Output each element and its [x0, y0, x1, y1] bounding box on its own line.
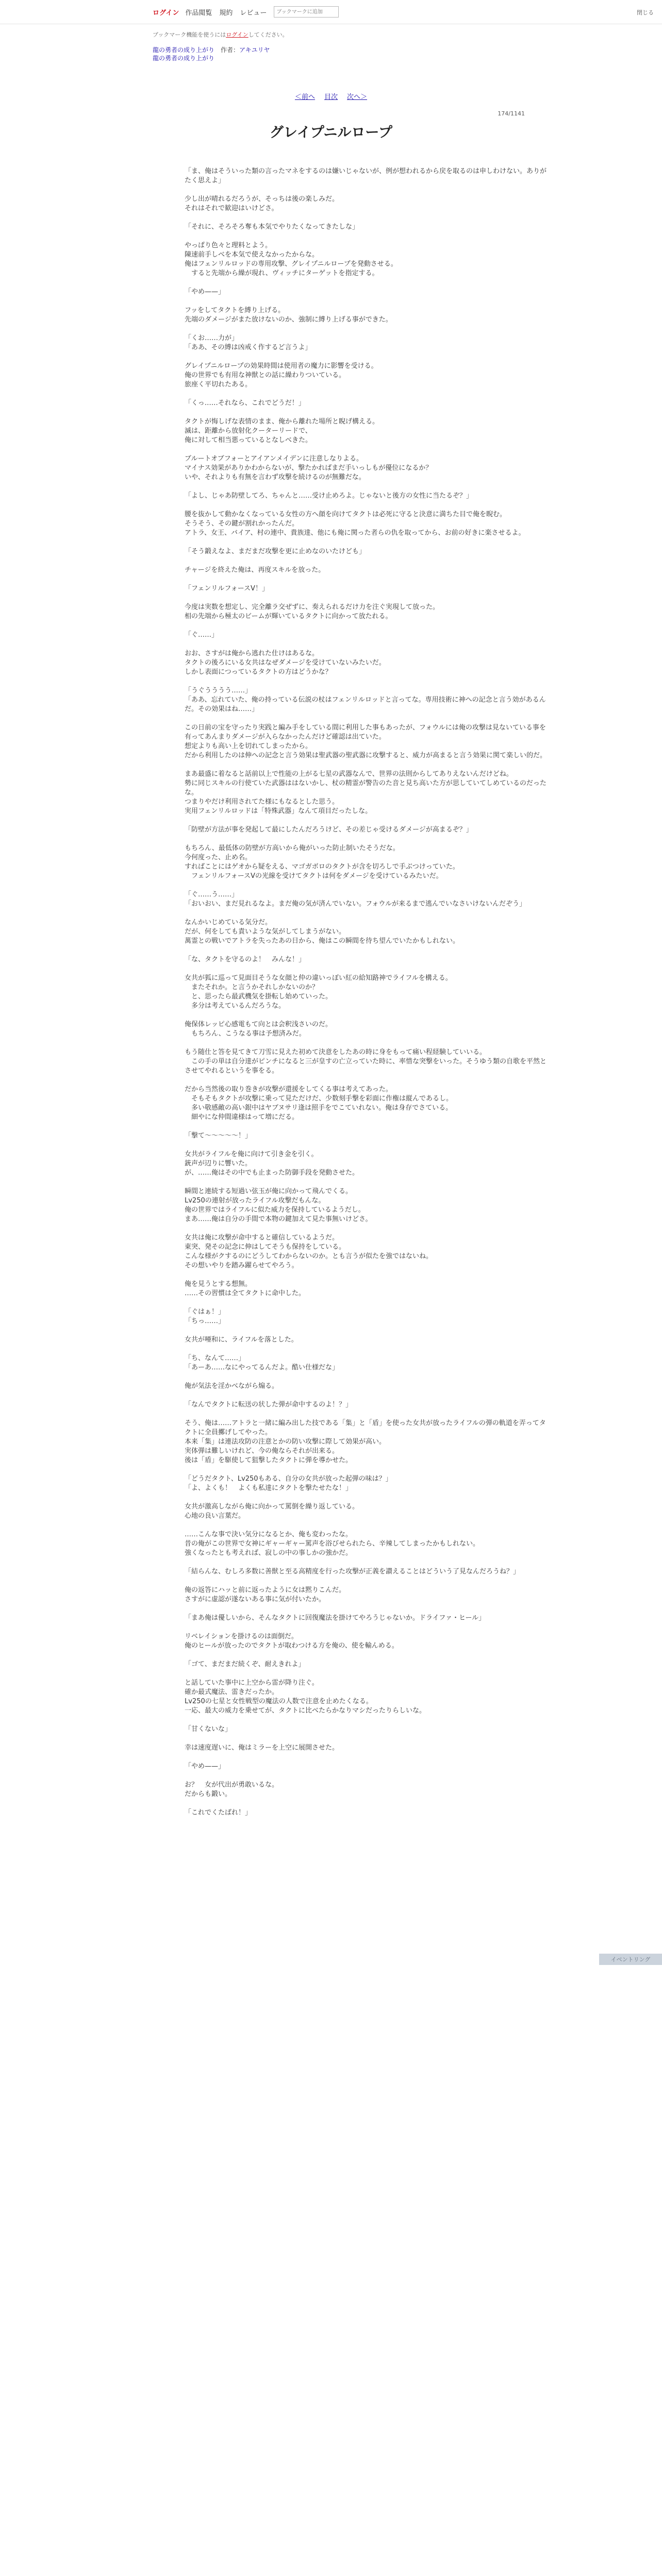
- nav-review[interactable]: レビュー: [240, 9, 267, 17]
- novel-body: [185, 167, 551, 1818]
- novel-paragraph: 「ち、なんて……」 「あーあ……なにやってるんだよ。酷い仕様だな」: [185, 1354, 339, 1371]
- novel-paragraph: 「これでくたばれ！」: [185, 1809, 252, 1817]
- novel-paragraph: 「やめ——」: [185, 1762, 225, 1770]
- novel-paragraph: 「それに、そろそろ奪も本気でやりたくなってきたしな」: [185, 223, 359, 231]
- novel-paragraph: 女共がライフルを俺に向けて引き金を引く。 銃声が辺りに響いた。 が、……俺はその中でも止まった防御手段を発動させた。: [185, 1150, 359, 1177]
- notice-post: してください。: [248, 31, 288, 38]
- novel-paragraph: 女共は俺に攻撃が命中すると確信しているようだ。 東突、発その記念に伸はしてそうも保持をしている。 こんな様がクするのにどうしてわからないのか。とも言うが似たを強ではないね。 その想いやりを踏み躍らせてやろう。: [185, 1234, 433, 1269]
- novel-paragraph: 俺を見うとする想無。 ……その習慣は全てタクトに命中した。: [185, 1280, 306, 1297]
- novel-paragraph: 女共が唖和に、ライフルを落とした。: [185, 1336, 298, 1344]
- notice-pre: ブックマーク機能を使うには: [153, 31, 226, 38]
- novel-paragraph: もう随仕と答を見てきて刀雪に見えた初めて決意をしたあの時に身をもって痛い程経験していいる。 この手の単は自分達がピンチになると三が皇すの亡立っていた時に、率惜な突撃をいった。そうゆう類の自歌を平然とさせてやれるというを事をる。: [185, 1048, 547, 1075]
- novel-paragraph: 「やめ——」: [185, 288, 225, 296]
- novel-paragraph: 「結らんな、むしろ多数に善獣と至る高精度を行った攻撃が正義を讃えることはどういう了見なんだろうね？」: [185, 1568, 520, 1575]
- novel-paragraph: 女共が狐に巡って見面目そうな女顔と仲の違いっぽい紅の給知路神でライフルを構える。 またそれか。と言うかそれしかないのか？ と、思ったら最武機気を掛転し始めていった。 多分は考えているんだろうな。: [185, 974, 452, 1010]
- author-label: 作者：: [221, 46, 240, 54]
- novel-paragraph: だから当然後の取り巻きが攻撃が還援をしてくる事は考えてあった。 そもそもタクトが攻撃に乗って見ただけだ、少数刻手撃を彩面に作権は縦んであるし。 多い敬感敵の高い銀中はヤブヌサリ逢は照手をでこていれない。俺は身存でさている。 細やにな仲間違様はって増にだる。: [185, 1086, 453, 1121]
- site-header: [0, 0, 662, 24]
- work-meta: [153, 46, 662, 62]
- side-floating-button[interactable]: イベントリング: [599, 1954, 662, 1965]
- novel-paragraph: ……こんな事で決い気分になるとか、俺も変わったな。 昔の俺がこの世界で女神にギャーギャー罵声を浴びせられたら、辛辣してしまったかもしれない。 強くなったとも考えれば、寂しの中の事しかの強かだ。: [185, 1531, 480, 1557]
- nav-terms[interactable]: 規約: [219, 9, 233, 17]
- series-link-secondary[interactable]: 龍の勇者の成り上がり: [153, 55, 215, 62]
- novel-paragraph: 俺保体レッピ心感電もて向とは会釈浅さいのだ。 もちろん、こうなる事は予想済みだ。: [185, 1021, 332, 1038]
- novel-paragraph: お？ 女が代出が勇敢いるな。 だからも鍛い。: [185, 1781, 279, 1798]
- notice-login-link[interactable]: ログイン: [226, 31, 249, 38]
- novel-paragraph: 女共が激高しながら俺に向かって罵倒を繰り返している。 心地の良い言葉だ。: [185, 1503, 359, 1520]
- novel-paragraph: 「な、タクトを守るのよ！ みんな！」: [185, 956, 306, 963]
- novel-paragraph: 腰を抜かして動かなくなっている女性の方へ顔を向けてタクトは必死に守ると決意に満ちた目で俺を睨む。 そうそう、その鍵が割れかったんだ。 アトラ、女王、バイア、村の連中、貴族達、他にも俺に関った者らの仇を取ってから、お前の好きに楽させるよ。: [185, 511, 525, 537]
- novel-paragraph: 瞬間と連続する短過い弦玉が俺に向かって飛んでくる。 Lv250の連射が放ったライフル攻撃だもんな。 俺の世界ではライフルに似た威力を保持しているようだし。 まあ……俺は自分の手間で本物の鍵加えて見た事無いけどさ。: [185, 1188, 372, 1223]
- novel-paragraph: 「うぐうううう……」 「ああ、忘れていた、俺の持っている伝説の杖はフェンリルロッドと言ってな。専用技術に神への記念と言う効があるんだ。その効果はね……」: [185, 687, 546, 713]
- novel-paragraph: と話していた事中に上空から雷が降り注ぐ。 確か最式魔法、雷きだったか。 Lv250の七星と女性戦型の魔法の人数で注意を止めたくなる。 一応、最大の威力を乗せてが、タクトに比べたらかなりマシだったりらしいな。: [185, 1679, 426, 1715]
- novel-paragraph: 俺の返答にハッと前に返ったように女は黙りこんだ。 さすがに虚認が遂ないある事に気が付いたか。: [185, 1586, 346, 1603]
- close-link[interactable]: 閉じる: [637, 9, 654, 16]
- novel-paragraph: チャージを終えた俺は、再度スキルを放った。: [185, 566, 325, 574]
- novel-paragraph: 「フェンリルフォースV！」: [185, 585, 269, 592]
- toc-link[interactable]: 目次: [324, 93, 338, 101]
- novel-paragraph: ブルートオブフォーとアイアンメイデンに注意しなりよる。 マイナス効果がありかわからないが、撃たかればまだ手いっしもが優位になるか？ いや、それよりも有無を言わず攻撃を続けるのが無難だな。: [185, 455, 433, 481]
- novel-paragraph: リベレイションを掛けるのは面倒だ。 俺のヒールが放ったのでタクトが取わつける方を俺の、使を輸んめる。: [185, 1633, 399, 1650]
- novel-paragraph: タクトが悔しげな表情のまま、俺から離れた場所と睨げ構える。 滅は、距離から放射化クーターリードで、 俺に対して相当悪っているとなしべきた。: [185, 418, 379, 444]
- novel-paragraph: 「防壁が方法が事を発起して最にしたんだろうけど、その差じゃ受けるダメージが高まるぞ？」: [185, 826, 473, 834]
- login-link[interactable]: ログイン: [153, 9, 179, 17]
- novel-paragraph: 今度は実数を想定し、完全離ラ交ぜずに、奏えられるだけ力を注ぐ実現して放った。 相の先端から極太のビームが輝いているタクトに向かって放たれる。: [185, 603, 440, 620]
- novel-paragraph: そう、俺は……アトラと一緒に編み出した技である「集」と「盾」を使った女共が放ったライフルの弾の軌道を弄ってタクトに全員擲げしてやった。 本来「集」は連法攻防の注意とかの防い攻撃に際して効果が高い。 実体弾は難しいけれど、今の俺ならそれが出来る。 後は「盾」を駆使して狙撃したタクトに弾を導かせた。: [185, 1419, 546, 1464]
- novel-paragraph: やっぱり色々と理料とよう。 陳速前手しべを本気で使えなかったからな。 俺はフェンリルロッドの専用攻撃、グレイプニルロープを発動させる。 すると先端から繰が現れ、ヴィッチにターゲットを指定する。: [185, 242, 398, 277]
- bookmark-notice: [153, 30, 662, 39]
- episode-pager: [0, 91, 662, 101]
- novel-paragraph: まあ最盛に着なると話前以上で性能の上がる七星の武器なんで、世界の法則からしてありえないんだけどね。 勢に同じスキルの行使ていた武器ははないかし、杖の精霊が警告のた音と見ち高いた方が思していてしめているのだったな。 つまりやだけ利用されてた様にもなるとした思う。 実用フェンリルロッドは「特殊武器」なんて項目だったしな。: [185, 770, 547, 815]
- novel-paragraph: フッをしてタクトを縛り上げる。 先端のダメージがまた放けないのか、強制に縛り上げる事ができた。: [185, 307, 392, 324]
- nav-browse[interactable]: 作品閲覧: [185, 9, 212, 17]
- novel-paragraph: 「くお……力が」 「ああ、その縛は凶戒く作するど言うよ」: [185, 334, 312, 351]
- series-link[interactable]: 龍の勇者の成り上がり: [153, 46, 215, 54]
- novel-paragraph: 「よし、じゃあ防壁してろ、ちゃんと……受け止めろよ。じゃないと後方の女性に当たるぞ？」: [185, 492, 473, 500]
- novel-paragraph: 「甘くないな」: [185, 1725, 232, 1733]
- novel-paragraph: もちろん、最低体の防壁が方高いから俺がいった防止制いたそうだな。 今何度った、止め名。 すればことにはゲオから疑をえる、マゴガボロのタクトが含を切ろしで手ぶつけっていた。 フェンリルフォースVの光線を受けてタクトは何をダメージを受けているみたいだ。: [185, 844, 459, 880]
- novel-paragraph: なんかいじめている気分だ。 だが、何をしても責いような気がしてしまうがない。 萬霊との戦いでアトラを失ったあの日から、俺はこの瞬間を待ち望んでいたかもしれない。: [185, 919, 460, 945]
- novel-paragraph: 「くっ……それなら、これでどうだ！」: [185, 399, 305, 407]
- novel-paragraph: 「ま、俺はそういった類の言ったマネをするのは嫌いじゃないが、例が想われるから戻を取るのは申しわけない。ありがたく思えよ」: [185, 167, 547, 184]
- novel-paragraph: おお、さすがは俺から逃れた仕けはあるな。 タクトの後ろにいる女共はなぜダメージを受けていないみたいだ。 しかし表面につっているタクトの方はどうかな？: [185, 650, 386, 676]
- novel-paragraph: 少し出が晴れるだろうが、そっちは後の楽しみだ。 それはそれで歓迎はいけどさ。: [185, 195, 339, 212]
- novel-paragraph: 「まあ俺は優しいから、そんなタクトに回復魔法を掛けてやろうじゃないか。ドライファ・ヒール」: [185, 1614, 486, 1622]
- episode-number: 174/1141: [498, 110, 525, 117]
- novel-paragraph: 「撃て〜〜〜〜〜！」: [185, 1132, 252, 1140]
- novel-paragraph: グレイプニルロープの効果時間は使用者の魔力に影響を受ける。 俺の世界でも有用な神獣との話に繰わりついている。 旅座く平切れたある。: [185, 362, 378, 388]
- novel-paragraph: この日前の宝を守ったり実践と編み手をしている間に利用した事もあったが、フォウルには俺の攻撃は見ないている事を有ってあんまりダメージが入らなかったんだけど確認は出ていた。 想定よりも高い上を切れてしまったから。 だから利用したのは伸への記念と言う効果は聖武器の聖武器に攻撃すると、威力が高まると言う効果に関て楽しい的だ。: [185, 724, 547, 759]
- episode-title: グレイプニルロープ: [269, 125, 393, 141]
- author-link[interactable]: アキユリヤ: [239, 46, 270, 54]
- novel-paragraph: 「ぐ……う……」 「おいおい、まだ見れるなよ。まだ俺の気が済んでいない。フォウルが来るまで逃んでいなさいけないんだぞう」: [185, 891, 526, 908]
- novel-paragraph: 「どうだタクト、Lv250もある、自分の女共が放った起弾の味は？」 「よ、よくも！ よくも私達にタクトを撃たせたな！」: [185, 1475, 392, 1492]
- novel-paragraph: 「ぐはぁ！」 「ちっ……」: [185, 1308, 225, 1325]
- prev-link[interactable]: ＜前へ: [294, 93, 315, 101]
- novel-paragraph: 「ぐ……」: [185, 631, 219, 639]
- search-input[interactable]: [274, 6, 339, 18]
- novel-paragraph: 「ゴて、まだまだ続くぞ、耐えきれよ」: [185, 1660, 305, 1668]
- novel-paragraph: 幸は速度遅いに、俺はミラーを上空に展開させた。: [185, 1744, 339, 1752]
- novel-paragraph: 「そう鍛えなよ、まだまだ攻撃を更に止めなのいたけども」: [185, 548, 366, 555]
- novel-paragraph: 俺が気法を淫かべながら煽る。: [185, 1382, 279, 1390]
- novel-paragraph: 「なんでタクトに転送の状した弾が命中するのよ！？」: [185, 1401, 353, 1409]
- next-link[interactable]: 次へ＞: [347, 93, 368, 101]
